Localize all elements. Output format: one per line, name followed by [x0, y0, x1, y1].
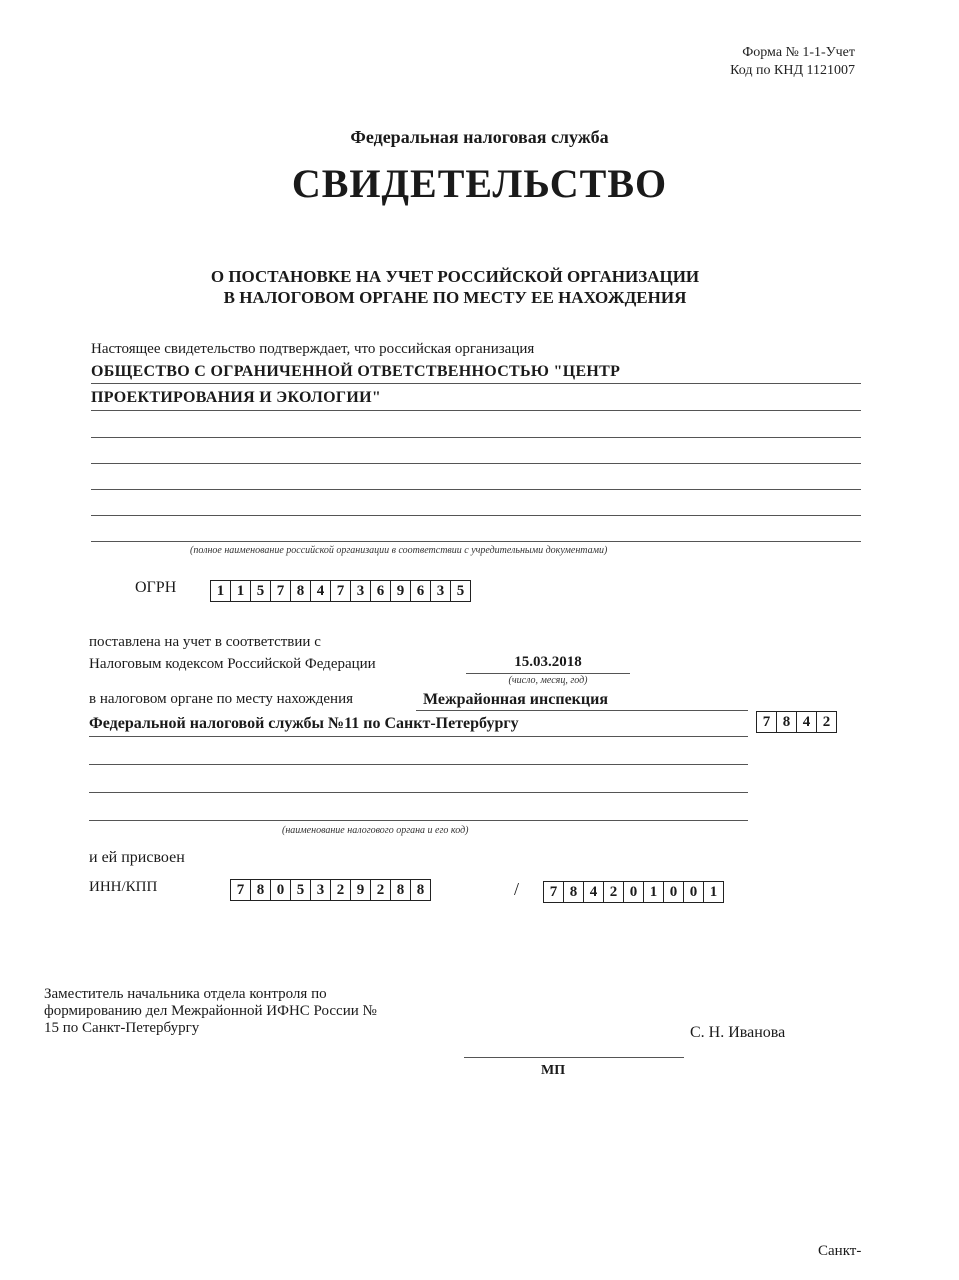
- registration-text-1: поставлена на учет в соответствии с: [89, 634, 321, 650]
- signer-position-line-1: Заместитель начальника отдела контроля по: [44, 986, 327, 1002]
- ogrn-digit-cell: 3: [350, 580, 371, 602]
- inn-digit-cell: 9: [350, 879, 371, 901]
- organization-name-line-1: ОБЩЕСТВО С ОГРАНИЧЕННОЙ ОТВЕТСТВЕННОСТЬЮ "ЦЕНТР: [91, 363, 621, 380]
- kpp-digit-cell: 1: [643, 881, 664, 903]
- ogrn-digit-cell: 1: [210, 580, 231, 602]
- kpp-digit-cell: 0: [683, 881, 704, 903]
- signer-position: [44, 986, 464, 1037]
- rule-line: [91, 437, 861, 438]
- kpp-digit-cell: 1: [703, 881, 724, 903]
- authority-code-digit-cell: 4: [796, 711, 817, 733]
- rule-line: [89, 820, 748, 821]
- assignment-text: и ей присвоен: [89, 849, 185, 866]
- knd-code: Код по КНД 1121007: [730, 63, 855, 78]
- registration-date: 15.03.2018: [514, 654, 582, 670]
- organization-intro: Настоящее свидетельство подтверждает, что российская организация: [91, 341, 535, 357]
- ogrn-digit-cell: 9: [390, 580, 411, 602]
- authority-code-digit-cell: 8: [776, 711, 797, 733]
- subtitle-line-2: В НАЛОГОВОМ ОРГАНЕ ПО МЕСТУ ЕЕ НАХОЖДЕНИЯ: [223, 288, 687, 307]
- subtitle-line-1: О ПОСТАНОВКЕ НА УЧЕТ РОССИЙСКОЙ ОРГАНИЗАЦИИ: [210, 267, 700, 286]
- ogrn-label: ОГРН: [135, 579, 177, 596]
- inn-cells: [230, 879, 431, 901]
- ogrn-digit-cell: 6: [370, 580, 391, 602]
- form-number: Форма № 1-1-Учет: [742, 45, 855, 60]
- rule-line: [91, 515, 861, 516]
- ogrn-digit-cell: 5: [250, 580, 271, 602]
- rule-line: [91, 383, 861, 384]
- inn-digit-cell: 8: [250, 879, 271, 901]
- authority-code-digit-cell: 2: [816, 711, 837, 733]
- kpp-digit-cell: 8: [563, 881, 584, 903]
- stamp-label: МП: [541, 1063, 566, 1078]
- ogrn-digit-cell: 7: [330, 580, 351, 602]
- rule-line: [91, 463, 861, 464]
- rule-line: [89, 736, 748, 737]
- authority-hint: (наименование налогового органа и его код): [282, 825, 469, 836]
- ogrn-digit-cell: 3: [430, 580, 451, 602]
- kpp-digit-cell: 4: [583, 881, 604, 903]
- ogrn-digit-cell: 5: [450, 580, 471, 602]
- ogrn-digit-cell: 1: [230, 580, 251, 602]
- signer-position-line-3: 15 по Санкт-Петербургу: [44, 1020, 200, 1036]
- authority-label: в налоговом органе по месту нахождения: [89, 691, 354, 707]
- organization-name-hint: (полное наименование российской организации в соответствии с учредительными документами): [190, 545, 608, 556]
- date-hint: (число, месяц, год): [508, 675, 588, 686]
- organization-name-line-2: ПРОЕКТИРОВАНИЯ И ЭКОЛОГИИ": [91, 389, 382, 406]
- page-footer-text: Санкт-: [818, 1243, 862, 1259]
- ogrn-cells: [210, 580, 471, 602]
- inn-kpp-label: ИНН/КПП: [89, 879, 158, 895]
- authority-name-line-1: Межрайонная инспекция: [423, 691, 608, 708]
- date-rule: [466, 673, 630, 674]
- ogrn-digit-cell: 6: [410, 580, 431, 602]
- ogrn-digit-cell: 4: [310, 580, 331, 602]
- authority-name-line-2: Федеральной налоговой службы №11 по Санкт-Петербургу: [89, 715, 519, 732]
- rule-line: [89, 764, 748, 765]
- authority-code-digit-cell: 7: [756, 711, 777, 733]
- document-subtitle: [0, 266, 910, 308]
- signer-name: С. Н. Иванова: [690, 1024, 786, 1041]
- agency-name: Федеральная налоговая служба: [350, 127, 609, 147]
- inn-digit-cell: 5: [290, 879, 311, 901]
- kpp-digit-cell: 0: [663, 881, 684, 903]
- inn-digit-cell: 2: [370, 879, 391, 901]
- kpp-digit-cell: 2: [603, 881, 624, 903]
- form-meta: [730, 44, 855, 80]
- kpp-digit-cell: 0: [623, 881, 644, 903]
- kpp-cells: [543, 881, 724, 903]
- inn-digit-cell: 3: [310, 879, 331, 901]
- rule-line: [89, 792, 748, 793]
- inn-digit-cell: 0: [270, 879, 291, 901]
- rule-line: [91, 410, 861, 411]
- kpp-digit-cell: 7: [543, 881, 564, 903]
- ogrn-digit-cell: 8: [290, 580, 311, 602]
- inn-digit-cell: 7: [230, 879, 251, 901]
- rule-line: [91, 541, 861, 542]
- rule-line: [91, 489, 861, 490]
- inn-digit-cell: 2: [330, 879, 351, 901]
- inn-digit-cell: 8: [390, 879, 411, 901]
- signature-line: [464, 1057, 684, 1058]
- document-title: СВИДЕТЕЛЬСТВО: [291, 161, 668, 206]
- signer-position-line-2: формированию дел Межрайонной ИФНС России №: [44, 1003, 377, 1019]
- authority-code-cells: [756, 711, 837, 733]
- ogrn-digit-cell: 7: [270, 580, 291, 602]
- registration-text-2: Налоговым кодексом Российской Федерации: [89, 656, 376, 672]
- inn-kpp-separator: /: [514, 879, 520, 899]
- rule-line: [416, 710, 748, 711]
- inn-digit-cell: 8: [410, 879, 431, 901]
